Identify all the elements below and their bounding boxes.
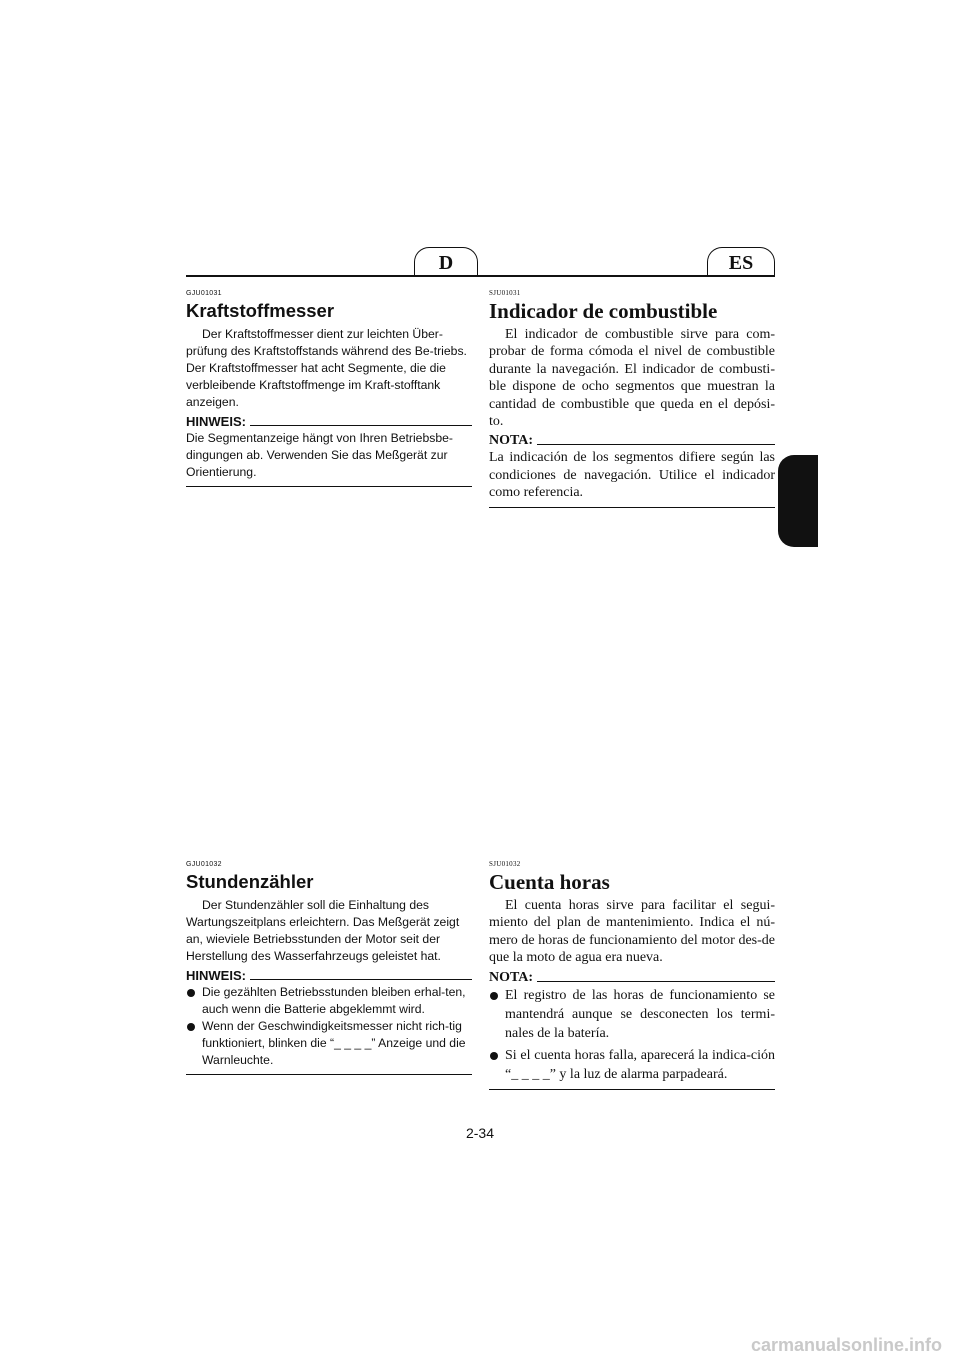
section-body: Der Kraftstoffmesser dient zur leichten Über-prüfung des Kraftstoffstands während des Be-triebs. Der Kraftstoffmesser hat acht Segmente, die die verbleibende Kraftstoffmenge im Kraft-stofftank anzeigen. <box>186 327 467 409</box>
note-header <box>489 969 775 986</box>
watermark-text: carmanualsonline.info <box>750 1335 942 1355</box>
section-title: Kraftstoffmesser <box>186 300 335 321</box>
list-item <box>489 986 775 1043</box>
note-text: La indicación de los segmentos difiere según las condiciones de navegación. Utilice el indicador como referencia. <box>489 450 775 501</box>
list-item-text: Wenn der Geschwindigkeitsmesser nicht rich-tig funktioniert, blinken die “_ _ _ _” Anzeige und die Warnleuchte. <box>202 1019 466 1067</box>
es-section-hour-meter <box>489 860 775 1090</box>
section-title: Cuenta horas <box>489 870 610 894</box>
bullet-icon <box>187 989 195 997</box>
list-item <box>186 984 472 1018</box>
note-header <box>489 432 775 449</box>
list-item-text: Si el cuenta horas falla, aparecerá la indica-ción “_ _ _ _” y la luz de alarma parpadeará. <box>505 1047 775 1082</box>
note-rule <box>537 444 775 445</box>
bullet-icon <box>187 1023 195 1031</box>
bullet-icon <box>490 992 498 1000</box>
note-header <box>186 413 472 430</box>
note-end-rule <box>186 486 472 487</box>
note-end-rule <box>489 507 775 508</box>
note-label: NOTA: <box>489 433 534 449</box>
note-rule <box>250 979 472 980</box>
note-rule <box>250 425 472 426</box>
bullet-icon <box>490 1052 498 1060</box>
language-tab-es-label: ES <box>728 251 754 274</box>
section-code: SJU01031 <box>489 289 521 297</box>
list-item <box>186 1018 472 1069</box>
note-label: NOTA: <box>489 969 534 985</box>
note-rule <box>537 981 775 982</box>
note-label: HINWEIS: <box>186 968 246 983</box>
section-code: GJU01031 <box>186 290 222 297</box>
section-title: Stundenzähler <box>186 871 314 892</box>
language-tab-de-label: D <box>438 251 454 274</box>
header-rule <box>186 275 775 277</box>
language-tab-de <box>414 247 478 277</box>
list-item <box>489 1046 775 1084</box>
note-bullet-list <box>489 986 775 1084</box>
de-section-hour-meter <box>186 860 472 1075</box>
list-item-text: Die gezählten Betriebsstunden bleiben erhal-ten, auch wenn die Batterie abgeklemmt wird. <box>202 985 466 1016</box>
list-item-text: El registro de las horas de funcionamiento se mantendrá aunque se desconecten los termi-nales de la batería. <box>505 987 775 1041</box>
note-end-rule <box>186 1074 472 1075</box>
section-body: El cuenta horas sirve para facilitar el segui-miento del plan de mantenimiento. Indica el nú-mero de horas de funcionamiento del motor des-de que la moto de agua era nueva. <box>489 898 775 966</box>
note-bullet-list <box>186 984 472 1069</box>
section-body: El indicador de combustible sirve para com-probar de forma cómoda el nivel de combustible durante la navegación. El indicador de combusti-ble dispone de ocho segmentos que muestran la cantidad de combustible que queda en el depósi-to. <box>489 327 775 430</box>
section-code: GJU01032 <box>186 861 222 868</box>
note-header <box>186 967 472 984</box>
section-thumb-tab <box>778 455 818 547</box>
page-number: 2-34 <box>465 1125 495 1141</box>
note-text: Die Segmentanzeige hängt von Ihren Betriebsbe-dingungen ab. Verwenden Sie das Meßgerät zur Orientierung. <box>186 431 453 479</box>
language-tab-es <box>707 247 775 277</box>
de-section-fuel-gauge <box>186 289 472 487</box>
es-section-fuel-gauge <box>489 289 775 508</box>
section-title: Indicador de combustible <box>489 299 718 323</box>
section-body: Der Stundenzähler soll die Einhaltung des Wartungszeitplans erleichtern. Das Meßgerät zeigt an, wieviele Betriebsstunden der Motor seit der Herstellung des Wasserfahrzeugs geleistet hat. <box>186 898 460 963</box>
note-label: HINWEIS: <box>186 414 246 429</box>
section-code: SJU01032 <box>489 860 521 868</box>
note-end-rule <box>489 1089 775 1090</box>
